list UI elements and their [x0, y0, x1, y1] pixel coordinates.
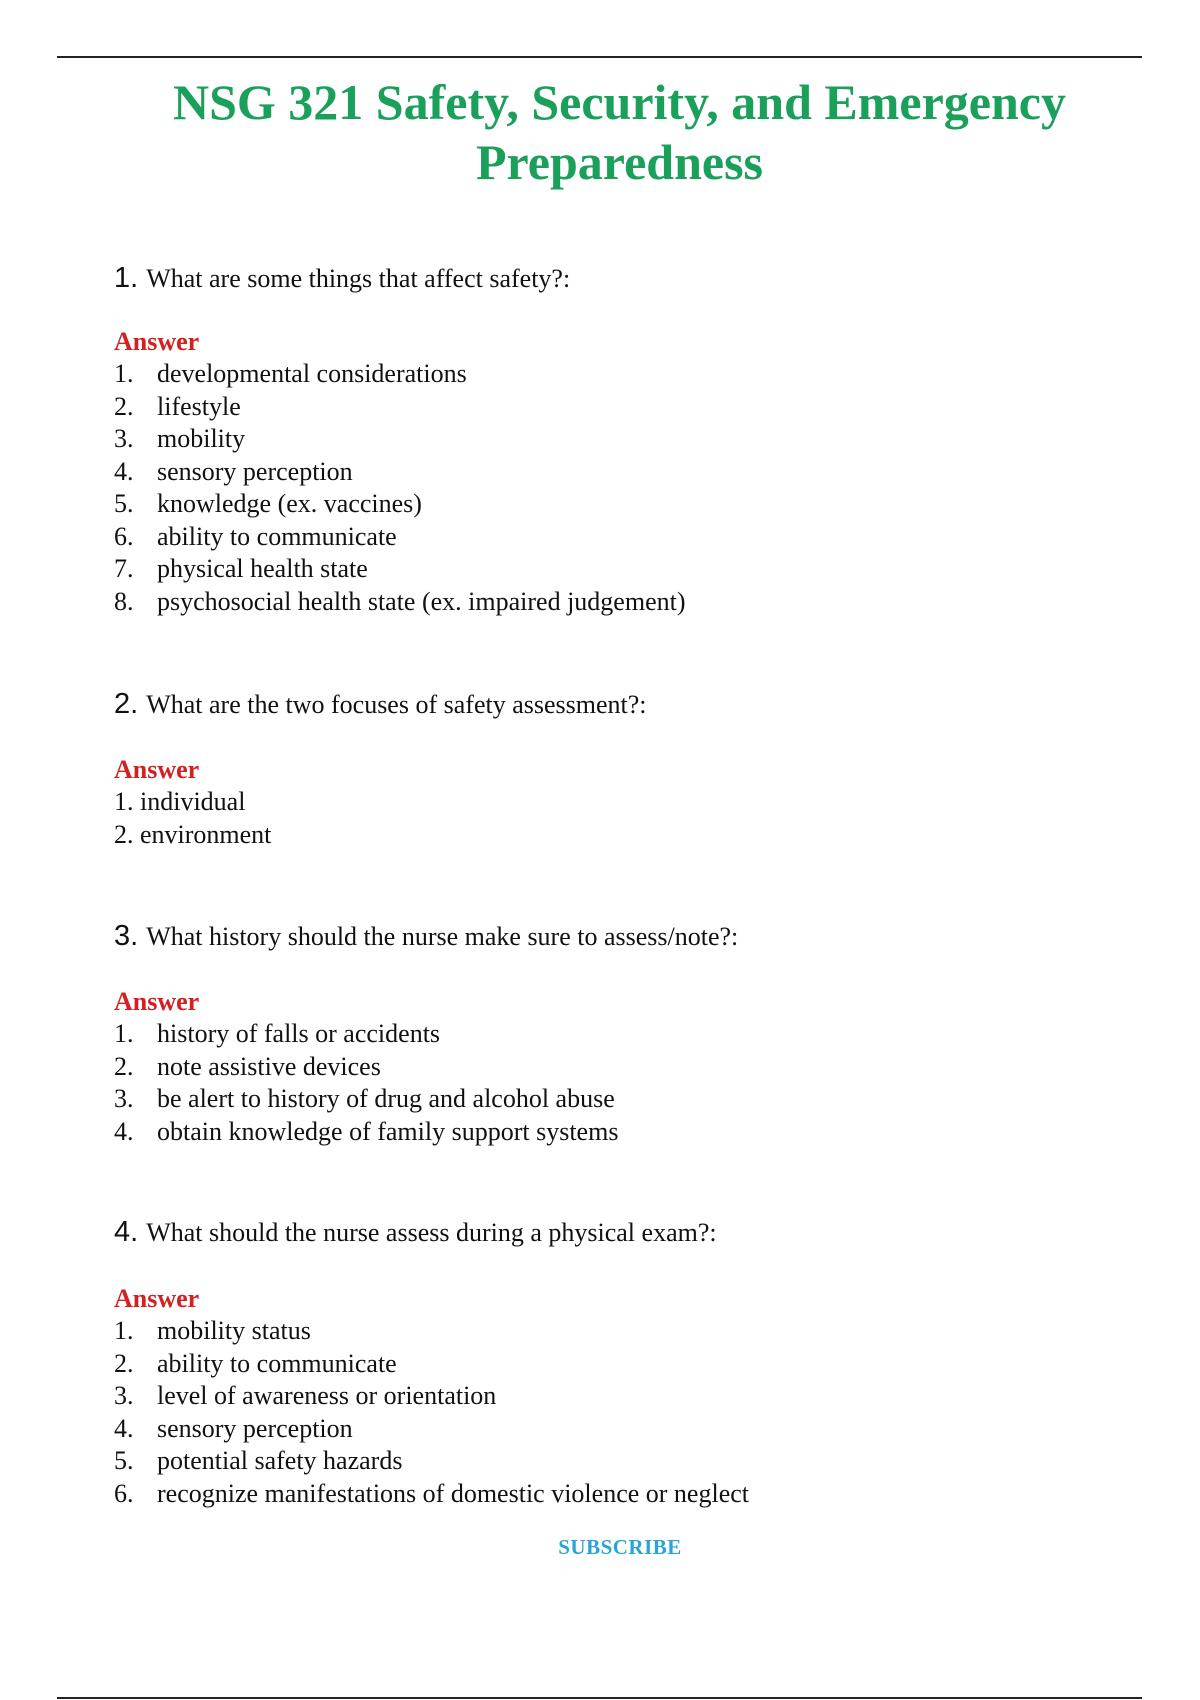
list-item-text: recognize manifestations of domestic violence or neglect — [157, 1478, 749, 1508]
list-item-number: 5. — [114, 489, 134, 518]
page-title — [57, 72, 1182, 192]
list-item — [114, 1413, 749, 1446]
list-item — [114, 786, 271, 819]
answer-list-2 — [114, 786, 271, 851]
list-item-number: 8. — [114, 586, 134, 616]
list-item-number: 2. — [114, 1051, 134, 1081]
list-item-number: 6. — [114, 1478, 134, 1508]
list-item-text: ability to communicate — [157, 521, 397, 551]
list-item — [114, 521, 686, 554]
list-item-text: individual — [140, 787, 246, 816]
list-item — [114, 553, 686, 586]
list-item — [114, 819, 271, 852]
question-number: 4. — [114, 1216, 139, 1248]
list-item — [114, 1116, 618, 1149]
answer-label: Answer — [114, 1284, 200, 1313]
question-1 — [114, 262, 570, 295]
list-item — [114, 1380, 749, 1413]
list-item — [114, 586, 686, 619]
answer-list-4 — [114, 1315, 749, 1510]
list-item-number: 1. — [114, 359, 134, 388]
list-item-text: physical health state — [157, 554, 368, 583]
list-item-number: 1. — [114, 787, 134, 816]
list-item — [114, 358, 686, 391]
list-item-text: be alert to history of drug and alcohol abuse — [157, 1084, 615, 1113]
question-4 — [114, 1216, 717, 1249]
list-item — [114, 1348, 749, 1381]
list-item-number: 5. — [114, 1446, 134, 1475]
list-item-text: history of falls or accidents — [157, 1019, 441, 1048]
page-title-line-1: NSG 321 Safety, Security, and Emergency — [172, 74, 1067, 130]
bottom-rule — [57, 1697, 1142, 1699]
list-item-number: 4. — [114, 456, 134, 486]
list-item — [114, 1018, 618, 1051]
top-rule — [57, 56, 1142, 58]
question-2 — [114, 688, 647, 721]
list-item-number: 4. — [114, 1413, 134, 1443]
list-item-text: environment — [140, 819, 272, 849]
list-item — [114, 1315, 749, 1348]
list-item-number: 2. — [114, 819, 134, 849]
list-item — [114, 391, 686, 424]
list-item-number: 3. — [114, 1084, 134, 1113]
list-item-number: 3. — [114, 1381, 134, 1410]
answer-list-1 — [114, 358, 686, 618]
list-item-text: potential safety hazards — [157, 1446, 403, 1475]
list-item-number: 1. — [114, 1316, 134, 1345]
list-item-text: psychosocial health state (ex. impaired judgement) — [157, 586, 686, 616]
list-item — [114, 423, 686, 456]
list-item-number: 3. — [114, 424, 134, 453]
list-item — [114, 1445, 749, 1478]
answer-label: Answer — [114, 755, 200, 784]
list-item — [114, 1051, 618, 1084]
question-text: What are the two focuses of safety assessment?: — [146, 690, 647, 719]
list-item-number: 4. — [114, 1116, 134, 1146]
list-item-number: 2. — [114, 1348, 134, 1378]
answer-list-3 — [114, 1018, 618, 1148]
page-title-line-2: Preparedness — [475, 134, 764, 190]
list-item-text: obtain knowledge of family support systems — [157, 1116, 619, 1146]
answer-label: Answer — [114, 987, 200, 1016]
question-number: 2. — [114, 688, 139, 720]
question-3 — [114, 920, 738, 953]
list-item-number: 7. — [114, 554, 134, 583]
list-item — [114, 456, 686, 489]
list-item-number: 6. — [114, 521, 134, 551]
question-text: What history should the nurse make sure to assess/note?: — [146, 922, 739, 951]
list-item-text: level of awareness or orientation — [157, 1381, 497, 1410]
list-item-text: ability to communicate — [157, 1348, 397, 1378]
list-item-text: mobility status — [157, 1316, 311, 1345]
list-item-text: note assistive devices — [157, 1051, 381, 1081]
list-item-text: developmental considerations — [157, 359, 467, 388]
list-item-text: sensory perception — [157, 456, 353, 486]
question-text: What should the nurse assess during a physical exam?: — [146, 1218, 717, 1247]
list-item — [114, 488, 686, 521]
list-item-text: lifestyle — [157, 391, 241, 421]
list-item-text: mobility — [157, 424, 246, 453]
answer-label: Answer — [114, 327, 200, 356]
list-item-text: sensory perception — [157, 1413, 353, 1443]
list-item-number: 1. — [114, 1019, 134, 1048]
list-item-text: knowledge (ex. vaccines) — [157, 489, 422, 518]
subscribe-link[interactable]: SUBSCRIBE — [558, 1535, 682, 1559]
question-text: What are some things that affect safety?: — [146, 264, 571, 293]
list-item-number: 2. — [114, 391, 134, 421]
question-number: 1. — [114, 262, 139, 294]
list-item — [114, 1478, 749, 1511]
question-number: 3. — [114, 920, 139, 952]
list-item — [114, 1083, 618, 1116]
